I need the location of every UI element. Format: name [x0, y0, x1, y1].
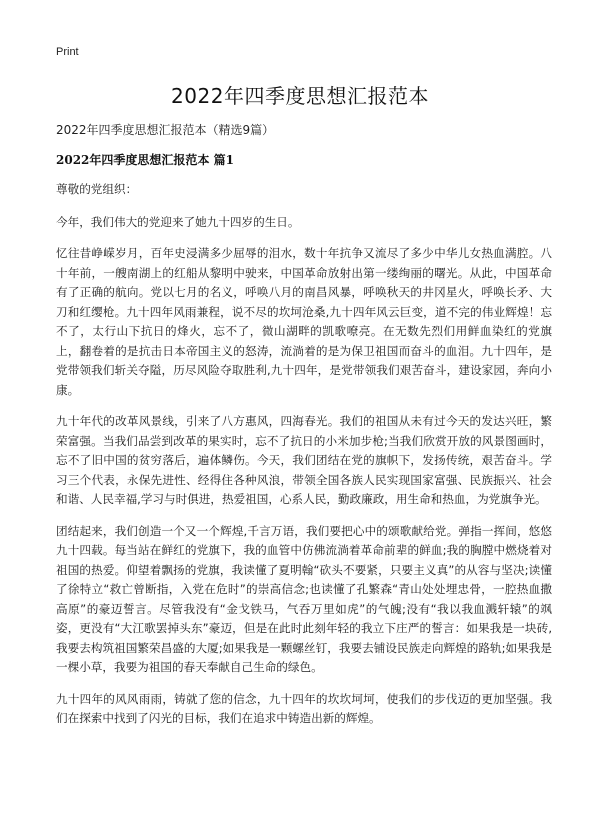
paragraph-4: 团结起来，我们创造一个又一个辉煌,千言万语，我们要把心中的颂歌献给党。弹指一挥间，悠悠九十四载。每当站在鲜红的党旗下，我的血管中仿佛流淌着革命前辈的鲜血;我的胸膛中燃烧着对祖国的热爱。仰望着飘扬的党旗，我读懂了夏明翰“砍头不要紧，只要主义真”的从容与坚决;读懂了徐特立“救亡曾断指，入党在危时”的崇高信念;也读懂了孔繁森“青山处处埋忠骨，一腔热血撒高原”的豪迈誓言。尽管我没有“金戈铁马，气吞万里如虎”的气魄;没有“我以我血溅轩辕”的飒姿，更没有“大江歌罢掉头东”豪迈，但是在此时此刻年轻的我立下庄严的誓言：如果我是一块砖,我要去构筑祖国繁荣昌盛的大厦;如果我是一颗螺丝钉，我要去铺设民族走向辉煌的路轨;如果我是一棵小草，我要为祖国的春天奉献自己生命的绿色。 [56, 523, 552, 674]
paragraph-1: 今年，我们伟大的党迎来了她九十四岁的生日。 [56, 214, 300, 229]
print-label: Print [56, 46, 79, 58]
paragraph-3: 九十年代的改革风景线，引来了八方惠风，四海春光。我们的祖国从未有过今天的发达兴旺，繁荣富强。当我们品尝到改革的果实时，忘不了抗日的小米加步枪;当我们欣赏开放的风景图画时，忘不了旧中国的贫穷落后，遍体鳞伤。今天，我们团结在党的旗帜下，发扬传统，艰苦奋斗。学习三个代表，永保先进性、经得住各种风浪，带领全国各族人民实现国家富强、民族振兴、社会和谐、人民幸福,学习与时俱进，热爱祖国，心系人民，勤政廉政，用生命和热血，为党旗争光。 [56, 414, 552, 506]
paragraph-5: 九十四年的风风雨雨，铸就了您的信念，九十四年的坎坎坷坷，使我们的步伐迈的更加坚强。我们在探索中找到了闪光的目标，我们在追求中铸造出新的辉煌。 [56, 691, 552, 725]
document-subtitle: 2022年四季度思想汇报范本（精选9篇） [56, 123, 275, 137]
paragraph-2: 忆往昔峥嵘岁月，百年史浸满多少屈辱的泪水，数十年抗争又流尽了多少中华儿女热血满腔。八十年前，一艘南湖上的红船从黎明中驶来，中国革命放射出第一缕绚丽的曙光。从此，中国革命有了正确的航向。党以七月的名义，呼唤八月的南昌风暴，呼唤秋天的井冈星火，呼唤长矛、大刀和红缨枪。九十四年风雨兼程，说不尽的坎坷沧桑,九十四年风云巨变，道不完的伟业辉煌！忘不了，太行山下抗日的烽火，忘不了，微山湖畔的凯歌嘹亮。在无数先烈们用鲜血染红的党旗上，翻卷着的是抗击日本帝国主义的怒涛，流淌着的是为保卫祖国而奋斗的血泪。九十四年，是党带领我们斩关夺隘，历尽风险夺取胜利,九十四年，是党带领我们艰苦奋斗，建设家园，奔向小康。 [56, 246, 552, 397]
greeting: 尊敬的党组织： [56, 182, 138, 196]
document-title: 2022年四季度思想汇报范本 [171, 84, 429, 108]
section-heading: 2022年四季度思想汇报范本 篇1 [56, 153, 234, 167]
document-body [56, 180, 552, 741]
